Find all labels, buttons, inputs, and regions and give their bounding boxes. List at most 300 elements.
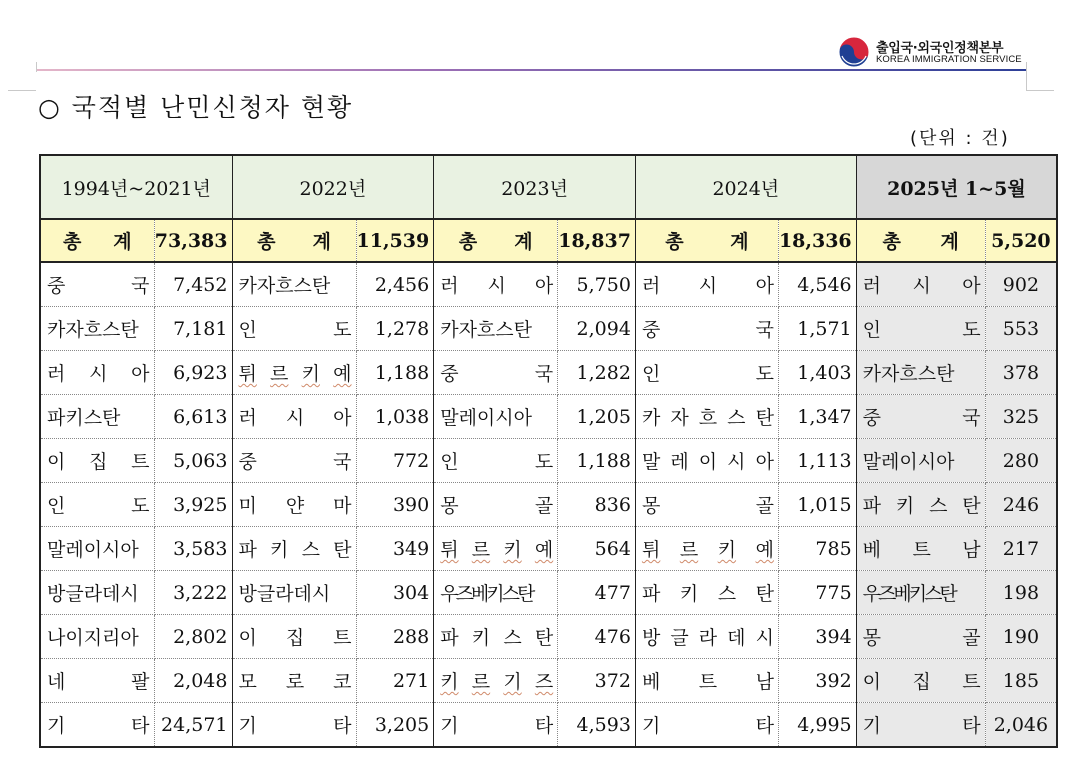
name-char: 총 bbox=[62, 231, 82, 253]
table-row bbox=[40, 571, 1057, 615]
applicant-count: 185 bbox=[985, 659, 1057, 703]
country-name-text bbox=[642, 535, 774, 562]
name-char: 몽 bbox=[440, 495, 459, 517]
name-char: 파 bbox=[238, 539, 257, 561]
applicant-count: 2,456 bbox=[356, 262, 434, 307]
name-char: 스 bbox=[727, 407, 746, 429]
name-char: 예 bbox=[333, 363, 352, 385]
name-char: 키 bbox=[440, 671, 459, 693]
name-char: 계 bbox=[312, 231, 331, 253]
country-name-text bbox=[642, 359, 774, 386]
country-name bbox=[40, 439, 154, 483]
country-name-text bbox=[239, 315, 352, 342]
name-char: 타 bbox=[333, 715, 352, 737]
name-char: 탄 bbox=[534, 627, 554, 649]
total-label bbox=[635, 219, 778, 262]
name-char: 도 bbox=[962, 319, 981, 341]
country-name-text bbox=[47, 403, 150, 430]
country-name bbox=[856, 395, 985, 439]
name-char: 도 bbox=[755, 363, 774, 385]
name-char: 몽 bbox=[862, 627, 882, 649]
name-char: 미 bbox=[238, 495, 257, 517]
name-char: 예 bbox=[755, 539, 774, 561]
name-char: 국 bbox=[131, 275, 150, 297]
country-name bbox=[434, 615, 558, 659]
name-char: 계 bbox=[113, 231, 132, 253]
name-char: 키 bbox=[503, 539, 522, 561]
total-value: 11,539 bbox=[356, 219, 434, 262]
name-text: 카자흐스탄 bbox=[238, 275, 331, 297]
country-name-text bbox=[47, 447, 150, 474]
country-name-text bbox=[239, 491, 352, 518]
name-text: 카자흐스탄 bbox=[440, 319, 532, 341]
country-name-text bbox=[47, 491, 150, 518]
country-name bbox=[856, 351, 985, 395]
header-divider bbox=[36, 69, 1026, 71]
applicant-count: 6,613 bbox=[154, 395, 232, 439]
country-name-text bbox=[642, 403, 774, 430]
applicant-count: 2,048 bbox=[154, 659, 232, 703]
country-name bbox=[856, 483, 985, 527]
name-char: 자 bbox=[670, 407, 689, 429]
name-char: 인 bbox=[862, 319, 882, 341]
name-char: 계 bbox=[730, 231, 749, 253]
applicant-count: 2,094 bbox=[558, 307, 636, 351]
name-char: 스 bbox=[301, 539, 320, 561]
immigration-logo bbox=[838, 36, 1038, 70]
name-char: 골 bbox=[755, 495, 774, 517]
name-char: 얀 bbox=[285, 495, 305, 517]
period-header: 1994년~2021년 bbox=[40, 155, 232, 219]
name-char: 아 bbox=[534, 275, 554, 297]
table-row bbox=[40, 395, 1057, 439]
name-char: 예 bbox=[534, 539, 554, 561]
period-header: 2023년 bbox=[434, 155, 636, 219]
country-name-text bbox=[440, 491, 553, 518]
applicant-count: 24,571 bbox=[154, 703, 232, 748]
name-char: 러 bbox=[862, 275, 882, 297]
total-value: 5,520 bbox=[985, 219, 1057, 262]
name-char: 데 bbox=[727, 627, 746, 649]
applicant-count: 836 bbox=[558, 483, 636, 527]
name-char: 이 bbox=[238, 627, 257, 649]
name-char: 카 bbox=[641, 407, 661, 429]
country-name-text bbox=[239, 271, 352, 298]
country-name-text bbox=[863, 271, 981, 298]
name-char: 이 bbox=[47, 451, 66, 473]
name-char: 네 bbox=[47, 671, 66, 693]
name-char: 시 bbox=[727, 451, 746, 473]
applicant-count: 288 bbox=[356, 615, 434, 659]
country-name-text bbox=[47, 359, 150, 386]
name-char: 기 bbox=[238, 715, 257, 737]
name-char: 튀 bbox=[440, 539, 459, 561]
applicant-count: 3,925 bbox=[154, 483, 232, 527]
name-char: 트 bbox=[912, 539, 931, 561]
country-name bbox=[40, 483, 154, 527]
name-char: 키 bbox=[301, 363, 320, 385]
country-name-text bbox=[863, 447, 981, 474]
name-char: 중 bbox=[862, 407, 882, 429]
name-char: 러 bbox=[238, 407, 257, 429]
applicant-count: 392 bbox=[778, 659, 856, 703]
total-value: 73,383 bbox=[154, 219, 232, 262]
applicant-count: 1,347 bbox=[778, 395, 856, 439]
country-name bbox=[232, 439, 356, 483]
name-text: 우즈베키스탄 bbox=[440, 583, 533, 605]
country-name bbox=[434, 262, 558, 307]
name-char: 도 bbox=[333, 319, 352, 341]
country-name-text bbox=[47, 579, 150, 606]
name-char: 중 bbox=[47, 275, 66, 297]
country-name-text bbox=[239, 667, 352, 694]
country-name-text bbox=[47, 271, 150, 298]
name-text: 방글라데시 bbox=[47, 583, 139, 605]
applicant-count: 7,452 bbox=[154, 262, 232, 307]
country-name bbox=[635, 659, 778, 703]
country-name bbox=[40, 527, 154, 571]
country-name bbox=[40, 571, 154, 615]
name-char: 튀 bbox=[238, 363, 257, 385]
applicant-count: 3,583 bbox=[154, 527, 232, 571]
name-char: 모 bbox=[238, 671, 257, 693]
country-name bbox=[232, 483, 356, 527]
country-name bbox=[40, 351, 154, 395]
applicant-count: 280 bbox=[985, 439, 1057, 483]
country-name-text bbox=[239, 579, 352, 606]
applicant-count: 477 bbox=[558, 571, 636, 615]
name-char: 시 bbox=[487, 275, 506, 297]
applicant-count: 198 bbox=[985, 571, 1057, 615]
applicant-count: 5,750 bbox=[558, 262, 636, 307]
name-char: 국 bbox=[755, 319, 774, 341]
applicant-count: 246 bbox=[985, 483, 1057, 527]
name-char: 트 bbox=[698, 671, 718, 693]
applicant-count: 372 bbox=[558, 659, 636, 703]
country-name-text bbox=[440, 271, 553, 298]
name-text: 카자흐스탄 bbox=[47, 319, 139, 341]
country-name bbox=[232, 659, 356, 703]
country-name-text bbox=[239, 623, 352, 650]
table-row bbox=[40, 527, 1057, 571]
country-name-text bbox=[863, 667, 981, 694]
totals-row bbox=[40, 219, 1057, 262]
applicant-count: 349 bbox=[356, 527, 434, 571]
name-char: 집 bbox=[89, 451, 108, 473]
country-name bbox=[232, 571, 356, 615]
name-char: 타 bbox=[962, 715, 981, 737]
name-char: 기 bbox=[862, 715, 882, 737]
name-char: 키 bbox=[679, 583, 699, 605]
country-name-text bbox=[642, 491, 774, 518]
country-name-text bbox=[239, 227, 350, 254]
applicant-count: 772 bbox=[356, 439, 434, 483]
applicant-count: 1,015 bbox=[778, 483, 856, 527]
country-name bbox=[635, 351, 778, 395]
country-name bbox=[635, 483, 778, 527]
applicant-count: 4,593 bbox=[558, 703, 636, 748]
applicant-count: 3,205 bbox=[356, 703, 434, 748]
name-char: 파 bbox=[641, 583, 661, 605]
total-label bbox=[434, 219, 558, 262]
country-name-text bbox=[440, 579, 553, 606]
page-title: ○ 국적별 난민신청자 현황 bbox=[38, 93, 354, 122]
table-row bbox=[40, 483, 1057, 527]
applicant-count: 4,546 bbox=[778, 262, 856, 307]
name-char: 코 bbox=[333, 671, 352, 693]
name-text: 카자흐스탄 bbox=[862, 363, 955, 385]
total-value: 18,837 bbox=[558, 219, 636, 262]
name-char: 탄 bbox=[962, 495, 981, 517]
name-char: 기 bbox=[641, 715, 661, 737]
name-char: 파 bbox=[440, 627, 459, 649]
name-char: 튀 bbox=[641, 539, 661, 561]
frame-corner-right-tick bbox=[1026, 62, 1027, 90]
name-char: 르 bbox=[471, 539, 491, 561]
country-name bbox=[856, 527, 985, 571]
country-name bbox=[434, 439, 558, 483]
period-header: 2022년 bbox=[232, 155, 434, 219]
country-name bbox=[40, 703, 154, 748]
name-char: 몽 bbox=[641, 495, 661, 517]
name-char: 스 bbox=[717, 583, 737, 605]
period-header-row bbox=[40, 155, 1057, 219]
name-char: 총 bbox=[882, 231, 901, 253]
name-char: 국 bbox=[534, 363, 554, 385]
name-char: 팔 bbox=[131, 671, 150, 693]
name-char: 러 bbox=[47, 363, 66, 385]
name-char: 총 bbox=[665, 231, 684, 253]
name-char: 총 bbox=[257, 231, 276, 253]
country-name-text bbox=[440, 315, 553, 342]
name-char: 파 bbox=[862, 495, 882, 517]
applicant-count: 775 bbox=[778, 571, 856, 615]
country-name bbox=[40, 262, 154, 307]
country-name bbox=[434, 483, 558, 527]
country-name bbox=[856, 262, 985, 307]
table-row bbox=[40, 262, 1057, 307]
name-char: 국 bbox=[333, 451, 352, 473]
country-name-text bbox=[440, 535, 553, 562]
name-char: 스 bbox=[503, 627, 522, 649]
country-name-text bbox=[239, 711, 352, 738]
name-char: 집 bbox=[912, 671, 931, 693]
country-name bbox=[856, 659, 985, 703]
name-text: 파키스탄 bbox=[47, 407, 121, 429]
logo-english-text: KOREA IMMIGRATION SERVICE bbox=[876, 54, 1022, 65]
applicant-count: 1,038 bbox=[356, 395, 434, 439]
name-char: 시 bbox=[755, 627, 774, 649]
country-name bbox=[635, 703, 778, 748]
country-name bbox=[232, 615, 356, 659]
name-char: 골 bbox=[962, 627, 981, 649]
period-header: 2024년 bbox=[635, 155, 856, 219]
frame-corner-left-tick bbox=[36, 62, 37, 72]
country-name-text bbox=[863, 711, 981, 738]
name-char: 러 bbox=[641, 275, 661, 297]
country-name bbox=[635, 615, 778, 659]
country-name bbox=[232, 527, 356, 571]
name-char: 시 bbox=[698, 275, 718, 297]
country-name-text bbox=[863, 535, 981, 562]
name-char: 이 bbox=[862, 671, 882, 693]
country-name-text bbox=[642, 579, 774, 606]
country-name-text bbox=[863, 227, 979, 254]
table-row bbox=[40, 351, 1057, 395]
name-char: 흐 bbox=[698, 407, 718, 429]
name-char: 아 bbox=[333, 407, 352, 429]
name-char: 트 bbox=[962, 671, 981, 693]
country-name-text bbox=[440, 227, 551, 254]
country-name bbox=[856, 703, 985, 748]
applicant-count: 394 bbox=[778, 615, 856, 659]
applicant-count: 2,802 bbox=[154, 615, 232, 659]
country-name bbox=[434, 571, 558, 615]
name-char: 총 bbox=[458, 231, 478, 253]
name-char: 국 bbox=[962, 407, 981, 429]
name-char: 라 bbox=[698, 627, 718, 649]
table-row bbox=[40, 659, 1057, 703]
applicant-count: 217 bbox=[985, 527, 1057, 571]
name-char: 방 bbox=[641, 627, 661, 649]
name-char: 중 bbox=[641, 319, 661, 341]
name-char: 베 bbox=[641, 671, 661, 693]
applicant-count: 553 bbox=[985, 307, 1057, 351]
name-text: 말레이시아 bbox=[47, 539, 139, 561]
name-char: 트 bbox=[131, 451, 150, 473]
unit-label: (단위 : 건) bbox=[910, 128, 1010, 149]
country-name-text bbox=[642, 447, 774, 474]
name-char: 인 bbox=[641, 363, 661, 385]
country-name-text bbox=[642, 667, 774, 694]
name-char: 마 bbox=[333, 495, 352, 517]
table-row bbox=[40, 703, 1057, 748]
name-char: 타 bbox=[755, 715, 774, 737]
country-name bbox=[434, 527, 558, 571]
country-name bbox=[856, 439, 985, 483]
name-char: 즈 bbox=[534, 671, 554, 693]
country-name-text bbox=[440, 403, 553, 430]
country-name-text bbox=[239, 403, 352, 430]
name-char: 르 bbox=[679, 539, 699, 561]
applicant-count: 304 bbox=[356, 571, 434, 615]
name-char: 인 bbox=[238, 319, 257, 341]
name-text: 우즈베키스탄 bbox=[862, 583, 955, 605]
applicant-count: 6,923 bbox=[154, 351, 232, 395]
name-char: 타 bbox=[534, 715, 554, 737]
country-name bbox=[635, 439, 778, 483]
name-char: 르 bbox=[270, 363, 289, 385]
country-name bbox=[434, 659, 558, 703]
name-char: 남 bbox=[755, 671, 774, 693]
name-char: 아 bbox=[755, 451, 774, 473]
country-name bbox=[40, 615, 154, 659]
country-name bbox=[232, 395, 356, 439]
name-char: 인 bbox=[440, 451, 459, 473]
applicant-count: 5,063 bbox=[154, 439, 232, 483]
country-name bbox=[434, 395, 558, 439]
name-char: 키 bbox=[895, 495, 915, 517]
name-char: 레 bbox=[670, 451, 689, 473]
country-name-text bbox=[47, 623, 150, 650]
name-char: 키 bbox=[717, 539, 737, 561]
country-name-text bbox=[642, 315, 774, 342]
applicant-count: 1,188 bbox=[558, 439, 636, 483]
name-char: 도 bbox=[534, 451, 554, 473]
country-name-text bbox=[440, 623, 553, 650]
country-name bbox=[856, 615, 985, 659]
applicant-count: 190 bbox=[985, 615, 1057, 659]
refugee-applicants-table bbox=[39, 154, 1058, 748]
country-name-text bbox=[440, 711, 553, 738]
name-text: 말레이시아 bbox=[440, 407, 532, 429]
name-char: 키 bbox=[471, 627, 491, 649]
country-name bbox=[434, 703, 558, 748]
country-name bbox=[856, 307, 985, 351]
applicant-count: 1,205 bbox=[558, 395, 636, 439]
country-name bbox=[232, 262, 356, 307]
country-name-text bbox=[863, 403, 981, 430]
name-text: 말레이시아 bbox=[862, 451, 955, 473]
country-name-text bbox=[863, 491, 981, 518]
country-name bbox=[232, 351, 356, 395]
country-name bbox=[635, 527, 778, 571]
country-name bbox=[40, 659, 154, 703]
applicant-count: 564 bbox=[558, 527, 636, 571]
country-name bbox=[434, 307, 558, 351]
name-char: 이 bbox=[698, 451, 718, 473]
name-char: 기 bbox=[503, 671, 522, 693]
country-name-text bbox=[239, 359, 352, 386]
applicant-count: 378 bbox=[985, 351, 1057, 395]
country-name-text bbox=[863, 623, 981, 650]
name-char: 글 bbox=[670, 627, 689, 649]
applicant-count: 4,995 bbox=[778, 703, 856, 748]
country-name-text bbox=[239, 535, 352, 562]
table-row bbox=[40, 615, 1057, 659]
country-name bbox=[635, 395, 778, 439]
applicant-count: 1,188 bbox=[356, 351, 434, 395]
name-char: 시 bbox=[285, 407, 305, 429]
total-label bbox=[856, 219, 985, 262]
applicant-count: 1,113 bbox=[778, 439, 856, 483]
name-char: 아 bbox=[755, 275, 774, 297]
taegeuk-icon bbox=[838, 36, 870, 68]
table-row bbox=[40, 439, 1057, 483]
applicant-count: 271 bbox=[356, 659, 434, 703]
country-name-text bbox=[863, 579, 981, 606]
country-name bbox=[635, 571, 778, 615]
name-char: 중 bbox=[238, 451, 257, 473]
country-name bbox=[635, 262, 778, 307]
applicant-count: 2,046 bbox=[985, 703, 1057, 748]
applicant-count: 325 bbox=[985, 395, 1057, 439]
country-name bbox=[40, 395, 154, 439]
country-name-text bbox=[642, 711, 774, 738]
country-name bbox=[856, 571, 985, 615]
applicant-count: 390 bbox=[356, 483, 434, 527]
name-char: 인 bbox=[47, 495, 66, 517]
name-char: 기 bbox=[47, 715, 66, 737]
country-name-text bbox=[440, 667, 553, 694]
name-char: 골 bbox=[534, 495, 554, 517]
applicant-count: 476 bbox=[558, 615, 636, 659]
country-name bbox=[635, 307, 778, 351]
table-row bbox=[40, 307, 1057, 351]
name-char: 아 bbox=[962, 275, 981, 297]
name-char: 집 bbox=[285, 627, 305, 649]
applicant-count: 1,403 bbox=[778, 351, 856, 395]
